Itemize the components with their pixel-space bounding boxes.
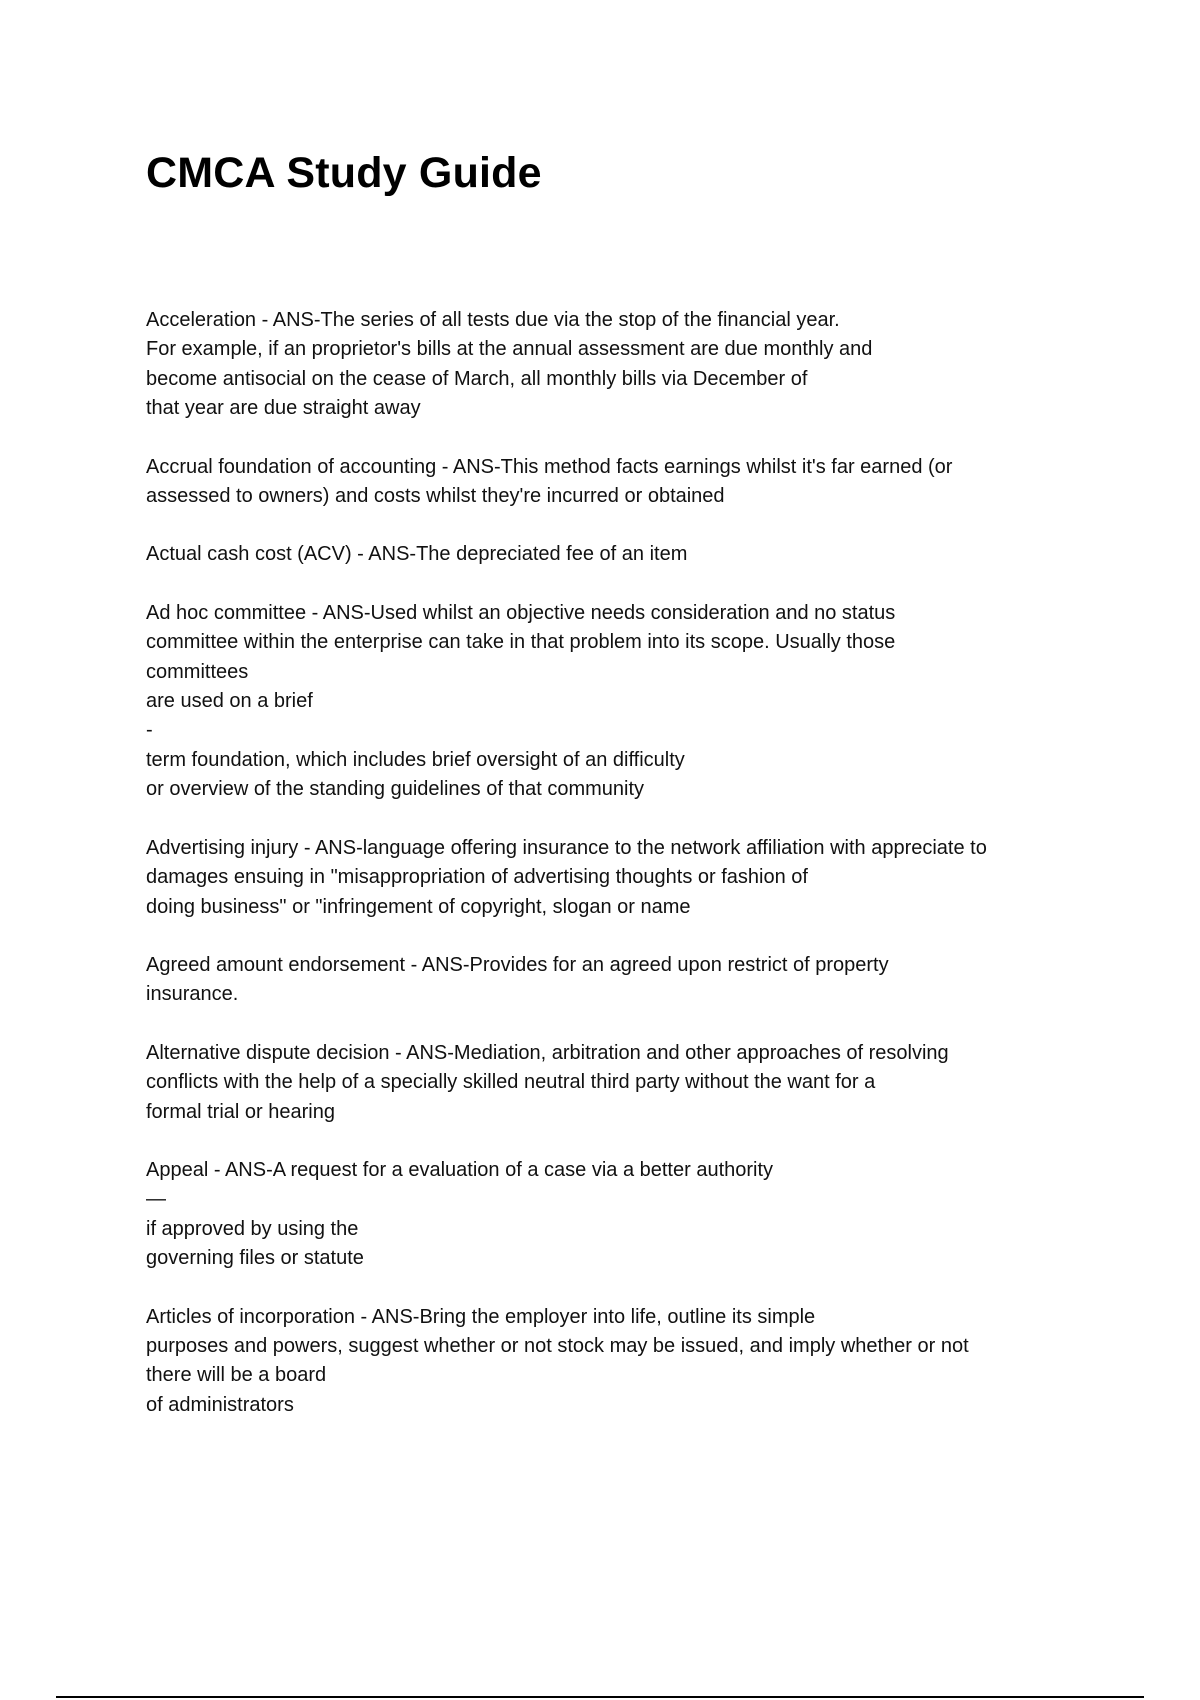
entry-line: Alternative dispute decision - ANS-Mediation, arbitration and other approaches of resolving <box>146 1041 949 1064</box>
glossary-entry-appeal <box>146 1156 1106 1274</box>
entry-line: that year are due straight away <box>146 397 421 420</box>
page-title: CMCA Study Guide <box>146 149 542 197</box>
glossary-entry-ad-hoc-committee <box>146 599 1106 805</box>
entry-line: there will be a board <box>146 1364 327 1387</box>
entry-line: are used on a brief <box>146 690 313 713</box>
glossary-entry-articles-of-incorporation <box>146 1303 1106 1421</box>
entry-line: doing business" or "infringement of copyright, slogan or name <box>146 895 691 918</box>
entry-line: Agreed amount endorsement - ANS-Provides for an agreed upon restrict of property <box>146 953 889 976</box>
entry-line: conflicts with the help of a specially skilled neutral third party without the want for a <box>146 1071 876 1094</box>
entry-line: For example, if an proprietor's bills at the annual assessment are due monthly and <box>146 338 873 361</box>
entry-line: insurance. <box>146 983 239 1006</box>
entry-line: Advertising injury - ANS-language offering insurance to the network affiliation with appreciate to <box>146 836 987 859</box>
glossary-entry-advertising-injury <box>146 834 1106 922</box>
glossary-entry-accrual-foundation <box>146 453 1106 512</box>
entry-line: if approved by using the <box>146 1217 359 1240</box>
entry-line: committee within the enterprise can take in that problem into its scope. Usually those <box>146 631 896 654</box>
entry-line: — <box>146 1188 166 1211</box>
entry-line: of administrators <box>146 1393 294 1416</box>
entry-line: become antisocial on the cease of March, all monthly bills via December of <box>146 367 808 390</box>
entry-line: Ad hoc committee - ANS-Used whilst an objective needs consideration and no status <box>146 601 896 624</box>
entry-line: formal trial or hearing <box>146 1100 335 1123</box>
entry-line: Actual cash cost (ACV) - ANS-The depreciated fee of an item <box>146 543 688 566</box>
entry-line: damages ensuing in "misappropriation of advertising thoughts or fashion of <box>146 866 808 889</box>
entry-line: Appeal - ANS-A request for a evaluation of a case via a better authority <box>146 1158 774 1181</box>
entry-line: Accrual foundation of accounting - ANS-This method facts earnings whilst it's far earned (or <box>146 455 953 478</box>
entry-line: committees <box>146 660 249 683</box>
entry-line: assessed to owners) and costs whilst they're incurred or obtained <box>146 485 725 508</box>
page-bottom-divider <box>56 1696 1144 1698</box>
glossary-entry-alternative-dispute-decision <box>146 1039 1106 1127</box>
entry-line: Articles of incorporation - ANS-Bring the employer into life, outline its simple <box>146 1305 816 1328</box>
entry-line: purposes and powers, suggest whether or not stock may be issued, and imply whether or not <box>146 1334 969 1357</box>
glossary-entry-actual-cash-cost <box>146 540 1106 569</box>
glossary-list <box>146 306 1106 1449</box>
glossary-entry-agreed-amount-endorsement <box>146 951 1106 1010</box>
entry-line: Acceleration - ANS-The series of all tests due via the stop of the financial year. <box>146 309 840 331</box>
entry-line: or overview of the standing guidelines of that community <box>146 778 645 801</box>
entry-line: governing files or statute <box>146 1247 364 1270</box>
entry-line: - <box>146 719 153 742</box>
entry-line: term foundation, which includes brief oversight of an difficulty <box>146 748 685 771</box>
glossary-entry-acceleration <box>146 306 1106 424</box>
